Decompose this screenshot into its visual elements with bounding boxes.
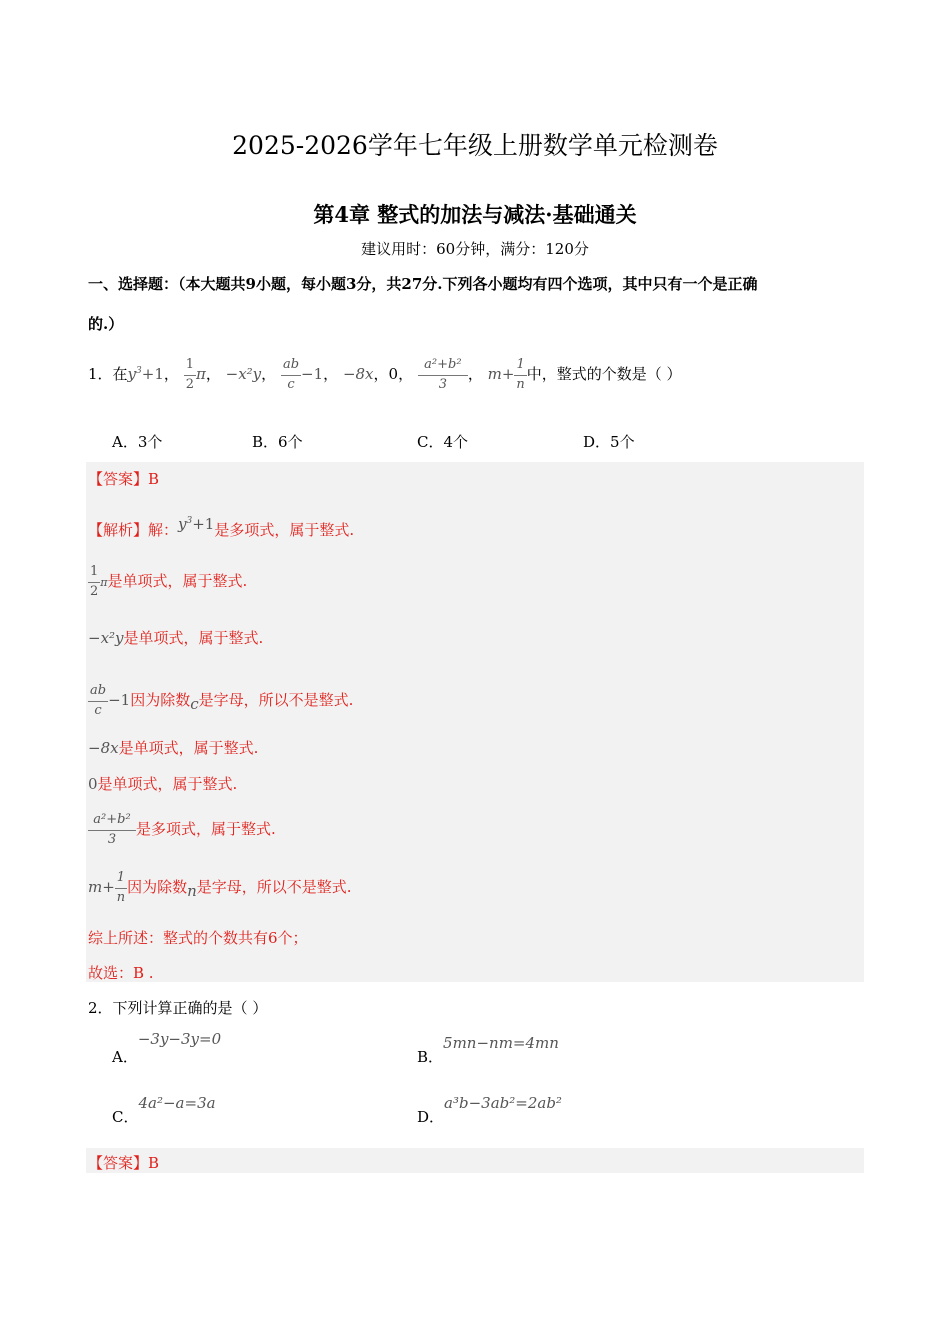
question-1: 1．在$y^3+1$， $\frac{1}{2}$ π， −x²y， $\frac{ab}{c}$ −1， −8x，0， $\frac{\text{a²+b²}}{3}$ ， m+ $\frac{1}{n}$ 中，整式的个数是（ ） [88, 357, 682, 392]
q1-analysis-line2: $\frac{1}{2}$ π是单项式，属于整式. [90, 564, 248, 599]
q1-expr8: m+ $\frac{1}{n}$ [487, 357, 525, 392]
q2-answer-label: 【答案】B [88, 1154, 160, 1172]
q1-expr2: $\frac{1}{2}$ [185, 357, 194, 392]
q1-expr6: 0 [388, 365, 399, 383]
q1-option-b: B．6个 [252, 433, 303, 451]
q2-option-c: C．4a²−a=3a [112, 1094, 216, 1126]
question-2: 2．下列计算正确的是（ ） [88, 999, 268, 1017]
q1-expr3: −x²y [225, 365, 262, 383]
q1-analysis-line5: −8x是单项式，属于整式. [88, 739, 259, 757]
q1-summary: 综上所述：整式的个数共有6个； [88, 929, 308, 947]
q2-option-a: A．−3y−3y=0 [112, 1030, 222, 1066]
q1-suffix: 中，整式的个数是（ ） [526, 365, 682, 383]
q2-option-b: B．5mn−nm=4mn [417, 1034, 559, 1066]
q1-analysis-line8: m+ $\frac{1}{n}$ 因为除数n是字母，所以不是整式. [88, 870, 352, 905]
q1-analysis-line7: $\frac{\text{a²+b²}}{3}$ 是多项式，属于整式. [88, 806, 276, 852]
section-heading-line2: 的.） [88, 315, 124, 333]
q1-analysis-line3: −x²y是单项式，属于整式. [88, 629, 264, 647]
q2-option-d: D．a³b−3ab²=2ab² [417, 1094, 562, 1126]
q1-analysis-line1: 【解析】解：$y^3+1$是多项式，属于整式. [88, 515, 355, 539]
q1-analysis-line4: $\frac{ab}{c}$ −1因为除数c是字母，所以不是整式. [90, 683, 354, 718]
q1-prefix: 1．在 [88, 365, 128, 383]
section-heading-line1: 一、选择题：（本大题共9小题，每小题3分，共27分.下列各小题均有四个选项，其中只有一个是正确 [88, 275, 758, 293]
q1-expr5: −8x [342, 365, 374, 383]
q1-option-d: D．5个 [583, 433, 635, 451]
chapter-subtitle: 第4章 整式的加法与减法·基础通关 [313, 202, 637, 227]
document-title: 2025-2026学年七年级上册数学单元检测卷 [232, 131, 718, 160]
q1-option-c: C．4个 [417, 433, 469, 451]
q1-option-a: A．3个 [112, 433, 163, 451]
q1-expr1: $y^3+1$ [127, 365, 164, 383]
q1-expr4: $\frac{ab}{c}$ [282, 357, 300, 392]
time-info: 建议用时：60分钟，满分：120分 [361, 240, 589, 258]
q2-answer-box [86, 1148, 864, 1173]
q1-expr7: $\frac{\text{a²+b²}}{3}$ [418, 358, 468, 392]
q1-conclusion: 故选：B . [88, 964, 154, 982]
q1-analysis-line6: 0是单项式，属于整式. [88, 775, 238, 793]
q1-answer-label: 【答案】B [88, 470, 160, 488]
